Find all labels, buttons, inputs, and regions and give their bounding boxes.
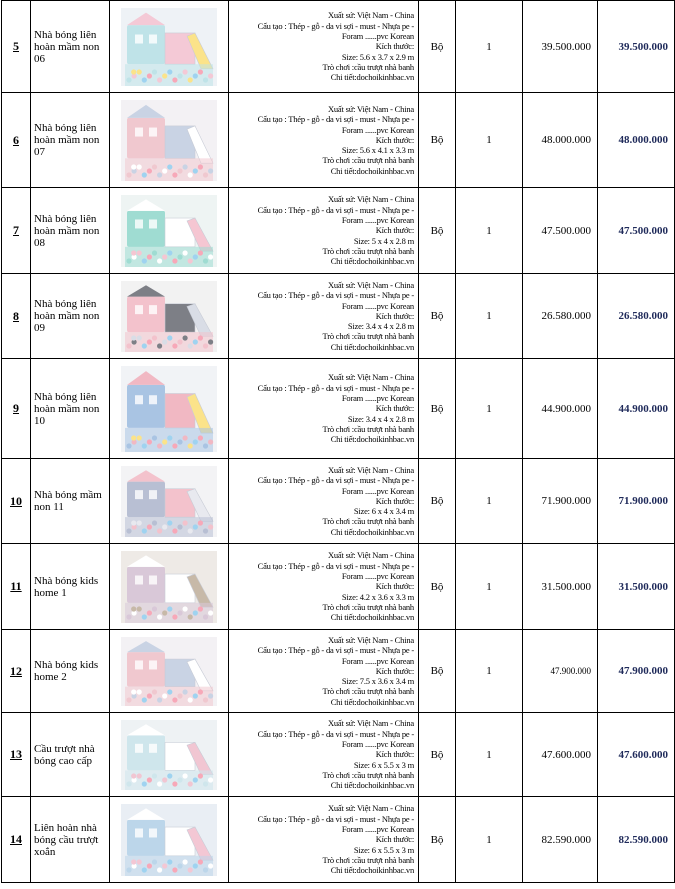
description-line: Xuất sứ: Việt Nam - China bbox=[327, 372, 414, 383]
product-image bbox=[110, 359, 229, 459]
quantity: 1 bbox=[456, 713, 523, 797]
description-line: Foram ......pvc Korean bbox=[341, 485, 414, 496]
total-price: 44.900.000 bbox=[598, 359, 675, 459]
description-line: Chi tiết:dochoikinhbac.vn bbox=[330, 865, 414, 876]
description-line: Xuất sứ: Việt Nam - China bbox=[327, 279, 414, 290]
description-line: Kích thước: bbox=[375, 403, 414, 414]
description-line: Xuất sứ: Việt Nam - China bbox=[327, 464, 414, 475]
unit-price: 47.600.000 bbox=[523, 713, 598, 797]
description-line: Size: 6 x 4 x 3.4 m bbox=[353, 506, 414, 517]
description-line: Kích thước: bbox=[375, 834, 414, 845]
playground-image-icon bbox=[121, 637, 217, 706]
row-number: 7 bbox=[2, 188, 31, 274]
row-number: 13 bbox=[2, 713, 31, 797]
description-line: Size: 7.5 x 3.6 x 3.4 m bbox=[341, 676, 414, 687]
quantity: 1 bbox=[456, 1, 523, 93]
description-line: Xuất sứ: Việt Nam - China bbox=[327, 634, 414, 645]
unit: Bộ bbox=[419, 630, 456, 713]
quantity: 1 bbox=[456, 797, 523, 883]
product-table bbox=[1, 0, 675, 883]
product-description bbox=[229, 1, 419, 93]
product-name: Cầu trượt nhà bóng cao cấp bbox=[31, 713, 110, 797]
total-price: 39.500.000 bbox=[598, 1, 675, 93]
unit: Bộ bbox=[419, 713, 456, 797]
table-row bbox=[2, 274, 675, 359]
total-price: 47.500.000 bbox=[598, 188, 675, 274]
playground-image-icon bbox=[121, 366, 217, 452]
description-line: Size: 5 x 4 x 2.8 m bbox=[353, 235, 414, 246]
description-line: Size: 4.2 x 3.6 x 3.3 m bbox=[341, 591, 414, 602]
description-line: Size: 3.4 x 4 x 2.8 m bbox=[347, 413, 414, 424]
description-line: Kích thước: bbox=[375, 581, 414, 592]
product-name: Nhà bóng liên hoàn mầm non 09 bbox=[31, 274, 110, 359]
playground-image-icon bbox=[121, 551, 217, 623]
description-line: Chi tiết:dochoikinhbac.vn bbox=[330, 434, 414, 445]
product-name: Nhà bóng kids home 1 bbox=[31, 544, 110, 630]
description-line: Size: 5.6 x 4.1 x 3.3 m bbox=[341, 145, 414, 156]
description-line: Kích thước: bbox=[375, 225, 414, 236]
quantity: 1 bbox=[456, 359, 523, 459]
playground-image-icon bbox=[121, 804, 217, 876]
description-line: Trò chơi :cầu trượt nhà banh bbox=[322, 61, 414, 72]
description-line: Chi tiết:dochoikinhbac.vn bbox=[330, 696, 414, 707]
description-line: Foram ......pvc Korean bbox=[341, 739, 414, 750]
unit-price: 48.000.000 bbox=[523, 93, 598, 188]
product-image bbox=[110, 188, 229, 274]
quantity: 1 bbox=[456, 93, 523, 188]
description-line: Trò chơi :cầu trượt nhà banh bbox=[322, 601, 414, 612]
unit-price: 39.500.000 bbox=[523, 1, 598, 93]
product-description bbox=[229, 93, 419, 188]
quantity: 1 bbox=[456, 188, 523, 274]
description-line: Trò chơi :cầu trượt nhà banh bbox=[322, 331, 414, 342]
unit: Bộ bbox=[419, 544, 456, 630]
description-line: Xuất sứ: Việt Nam - China bbox=[327, 718, 414, 729]
product-name: Nhà bóng mầm non 11 bbox=[31, 459, 110, 544]
unit-price: 26.580.000 bbox=[523, 274, 598, 359]
product-description bbox=[229, 274, 419, 359]
description-line: Xuất sứ: Việt Nam - China bbox=[327, 803, 414, 814]
unit: Bộ bbox=[419, 274, 456, 359]
description-line: Foram ......pvc Korean bbox=[341, 215, 414, 226]
product-image bbox=[110, 459, 229, 544]
row-number: 14 bbox=[2, 797, 31, 883]
unit-price: 47.500.000 bbox=[523, 188, 598, 274]
playground-image-icon bbox=[121, 466, 217, 537]
total-price: 31.500.000 bbox=[598, 544, 675, 630]
description-line: Kích thước: bbox=[375, 310, 414, 321]
product-description bbox=[229, 359, 419, 459]
product-name: Nhà bóng liên hoàn mầm non 10 bbox=[31, 359, 110, 459]
description-line: Kích thước: bbox=[375, 134, 414, 145]
description-line: Chi tiết:dochoikinhbac.vn bbox=[330, 612, 414, 623]
product-name: Nhà bóng liên hoàn mầm non 06 bbox=[31, 1, 110, 93]
description-line: Xuất sứ: Việt Nam - China bbox=[327, 194, 414, 205]
table-row bbox=[2, 630, 675, 713]
description-line: Kích thước: bbox=[375, 665, 414, 676]
description-line: Cấu tạo : Thép - gỗ - da vi sợi - must - Nhựa pe - bbox=[257, 114, 414, 125]
quantity: 1 bbox=[456, 459, 523, 544]
description-line: Cấu tạo : Thép - gỗ - da vi sợi - must - Nhựa pe - bbox=[257, 204, 414, 215]
product-image bbox=[110, 797, 229, 883]
row-number: 11 bbox=[2, 544, 31, 630]
description-line: Trò chơi :cầu trượt nhà banh bbox=[322, 686, 414, 697]
table-row bbox=[2, 93, 675, 188]
row-number: 5 bbox=[2, 1, 31, 93]
description-line: Cấu tạo : Thép - gỗ - da vi sợi - must - Nhựa pe - bbox=[257, 475, 414, 486]
unit: Bộ bbox=[419, 1, 456, 93]
product-description bbox=[229, 544, 419, 630]
description-line: Kích thước: bbox=[375, 749, 414, 760]
description-line: Chi tiết:dochoikinhbac.vn bbox=[330, 526, 414, 537]
description-line: Cấu tạo : Thép - gỗ - da vi sợi - must - Nhựa pe - bbox=[257, 645, 414, 656]
unit-price: 82.590.000 bbox=[523, 797, 598, 883]
product-description bbox=[229, 797, 419, 883]
playground-image-icon bbox=[121, 8, 217, 86]
row-number: 10 bbox=[2, 459, 31, 544]
description-line: Xuất sứ: Việt Nam - China bbox=[327, 10, 414, 21]
description-line: Chi tiết:dochoikinhbac.vn bbox=[330, 165, 414, 176]
description-line: Chi tiết:dochoikinhbac.vn bbox=[330, 780, 414, 791]
description-line: Foram ......pvc Korean bbox=[341, 393, 414, 404]
row-number: 8 bbox=[2, 274, 31, 359]
unit-price: 47.900.000 bbox=[523, 630, 598, 713]
description-line: Foram ......pvc Korean bbox=[341, 124, 414, 135]
playground-image-icon bbox=[121, 720, 217, 790]
unit-price: 31.500.000 bbox=[523, 544, 598, 630]
description-line: Foram ......pvc Korean bbox=[341, 824, 414, 835]
description-line: Trò chơi :cầu trượt nhà banh bbox=[322, 155, 414, 166]
product-name: Liên hoàn nhà bóng cầu trượt xoắn bbox=[31, 797, 110, 883]
description-line: Cấu tạo : Thép - gỗ - da vi sợi - must - Nhựa pe - bbox=[257, 813, 414, 824]
unit: Bộ bbox=[419, 459, 456, 544]
unit-price: 44.900.000 bbox=[523, 359, 598, 459]
description-line: Size: 6 x 5.5 x 3 m bbox=[353, 844, 414, 855]
product-image bbox=[110, 93, 229, 188]
table-row bbox=[2, 459, 675, 544]
description-line: Chi tiết:dochoikinhbac.vn bbox=[330, 72, 414, 83]
product-description bbox=[229, 459, 419, 544]
description-line: Cấu tạo : Thép - gỗ - da vi sợi - must - Nhựa pe - bbox=[257, 290, 414, 301]
product-image bbox=[110, 630, 229, 713]
product-name: Nhà bóng liên hoàn mầm non 08 bbox=[31, 188, 110, 274]
description-line: Cấu tạo : Thép - gỗ - da vi sợi - must - Nhựa pe - bbox=[257, 382, 414, 393]
description-line: Foram ......pvc Korean bbox=[341, 571, 414, 582]
unit: Bộ bbox=[419, 188, 456, 274]
description-line: Trò chơi :cầu trượt nhà banh bbox=[322, 423, 414, 434]
total-price: 26.580.000 bbox=[598, 274, 675, 359]
playground-image-icon bbox=[121, 281, 217, 352]
description-line: Kích thước: bbox=[375, 41, 414, 52]
description-line: Size: 6 x 5.5 x 3 m bbox=[353, 759, 414, 770]
product-name: Nhà bóng liên hoàn mầm non 07 bbox=[31, 93, 110, 188]
playground-image-icon bbox=[121, 100, 217, 181]
product-description bbox=[229, 630, 419, 713]
unit: Bộ bbox=[419, 359, 456, 459]
description-line: Trò chơi :cầu trượt nhà banh bbox=[322, 516, 414, 527]
quantity: 1 bbox=[456, 630, 523, 713]
row-number: 6 bbox=[2, 93, 31, 188]
playground-image-icon bbox=[121, 195, 217, 267]
product-image bbox=[110, 544, 229, 630]
product-description bbox=[229, 713, 419, 797]
description-line: Chi tiết:dochoikinhbac.vn bbox=[330, 341, 414, 352]
description-line: Cấu tạo : Thép - gỗ - da vi sợi - must - Nhựa pe - bbox=[257, 728, 414, 739]
description-line: Kích thước: bbox=[375, 495, 414, 506]
product-image bbox=[110, 274, 229, 359]
quantity: 1 bbox=[456, 544, 523, 630]
description-line: Size: 3.4 x 4 x 2.8 m bbox=[347, 321, 414, 332]
unit-price: 71.900.000 bbox=[523, 459, 598, 544]
unit: Bộ bbox=[419, 93, 456, 188]
table-row bbox=[2, 359, 675, 459]
description-line: Xuất sứ: Việt Nam - China bbox=[327, 103, 414, 114]
description-line: Foram ......pvc Korean bbox=[341, 655, 414, 666]
description-line: Cấu tạo : Thép - gỗ - da vi sợi - must - Nhựa pe - bbox=[257, 560, 414, 571]
description-line: Trò chơi :cầu trượt nhà banh bbox=[322, 854, 414, 865]
table-row bbox=[2, 1, 675, 93]
description-line: Foram ......pvc Korean bbox=[341, 31, 414, 42]
table-row bbox=[2, 713, 675, 797]
description-line: Trò chơi :cầu trượt nhà banh bbox=[322, 245, 414, 256]
product-description bbox=[229, 188, 419, 274]
description-line: Chi tiết:dochoikinhbac.vn bbox=[330, 256, 414, 267]
total-price: 82.590.000 bbox=[598, 797, 675, 883]
description-line: Foram ......pvc Korean bbox=[341, 300, 414, 311]
description-line: Trò chơi :cầu trượt nhà banh bbox=[322, 769, 414, 780]
description-line: Size: 5.6 x 3.7 x 2.9 m bbox=[341, 51, 414, 62]
product-image bbox=[110, 1, 229, 93]
description-line: Cấu tạo : Thép - gỗ - da vi sợi - must - Nhựa pe - bbox=[257, 20, 414, 31]
quantity: 1 bbox=[456, 274, 523, 359]
product-image bbox=[110, 713, 229, 797]
table-row bbox=[2, 188, 675, 274]
description-line: Xuất sứ: Việt Nam - China bbox=[327, 550, 414, 561]
total-price: 48.000.000 bbox=[598, 93, 675, 188]
row-number: 9 bbox=[2, 359, 31, 459]
table-row bbox=[2, 797, 675, 883]
product-name: Nhà bóng kids home 2 bbox=[31, 630, 110, 713]
total-price: 47.900.000 bbox=[598, 630, 675, 713]
total-price: 47.600.000 bbox=[598, 713, 675, 797]
unit: Bộ bbox=[419, 797, 456, 883]
row-number: 12 bbox=[2, 630, 31, 713]
table-row bbox=[2, 544, 675, 630]
total-price: 71.900.000 bbox=[598, 459, 675, 544]
